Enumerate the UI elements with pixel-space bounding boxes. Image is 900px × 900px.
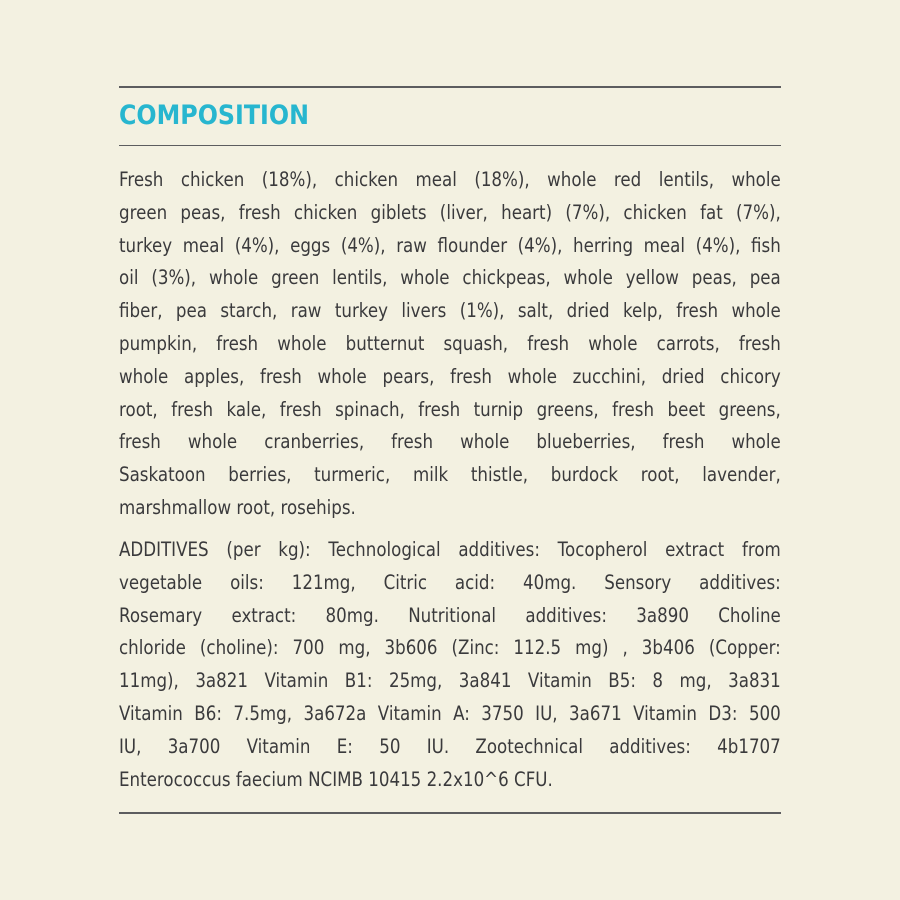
ingredients-line: fiber, pea starch, raw turkey livers (1%), salt, dried kelp, fresh whole — [119, 299, 781, 323]
additives-line: vegetable oils: 121mg, Citric acid: 40mg. Sensory additives: — [119, 570, 781, 594]
additives-line: Rosemary extract: 80mg. Nutritional additives: 3a890 Choline — [119, 603, 781, 627]
ingredients-line: marshmallow root, rosehips. — [119, 495, 356, 519]
ingredients-line: root, fresh kale, fresh spinach, fresh turnip greens, fresh beet greens, — [119, 397, 781, 421]
additives-line: chloride (choline): 700 mg, 3b606 (Zinc: 112.5 mg) , 3b406 (Copper: — [119, 636, 781, 660]
ingredients-line: fresh whole cranberries, fresh whole blueberries, fresh whole — [119, 430, 781, 454]
section-heading: COMPOSITION — [119, 100, 309, 131]
additives-line: Vitamin B6: 7.5mg, 3a672a Vitamin A: 3750 IU, 3a671 Vitamin D3: 500 — [119, 701, 781, 725]
additives-line: Enterococcus faecium NCIMB 10415 2.2x10^6 CFU. — [119, 767, 553, 791]
additives-paragraph — [119, 534, 781, 796]
top-divider — [119, 86, 781, 88]
additives-line: 11mg), 3a821 Vitamin B1: 25mg, 3a841 Vitamin B5: 8 mg, 3a831 — [119, 669, 781, 693]
additives-line: ADDITIVES (per kg): Technological additives: Tocopherol extract from — [119, 538, 781, 561]
heading-divider — [119, 145, 781, 146]
bottom-divider — [119, 812, 781, 814]
ingredients-line: Saskatoon berries, turmeric, milk thistle, burdock root, lavender, — [119, 463, 781, 487]
ingredients-line: Fresh chicken (18%), chicken meal (18%), whole red lentils, whole — [119, 168, 781, 191]
ingredients-line: green peas, fresh chicken giblets (liver, heart) (7%), chicken fat (7%), — [119, 200, 781, 224]
additives-line: IU, 3a700 Vitamin E: 50 IU. Zootechnical additives: 4b1707 — [119, 734, 781, 758]
ingredients-line: whole apples, fresh whole pears, fresh whole zucchini, dried chicory — [119, 364, 781, 388]
ingredients-line: turkey meal (4%), eggs (4%), raw flounder (4%), herring meal (4%), fish — [119, 233, 781, 257]
ingredients-line: pumpkin, fresh whole butternut squash, fresh whole carrots, fresh — [119, 331, 781, 355]
ingredients-paragraph — [119, 164, 781, 525]
ingredients-line: oil (3%), whole green lentils, whole chickpeas, whole yellow peas, pea — [119, 266, 781, 290]
